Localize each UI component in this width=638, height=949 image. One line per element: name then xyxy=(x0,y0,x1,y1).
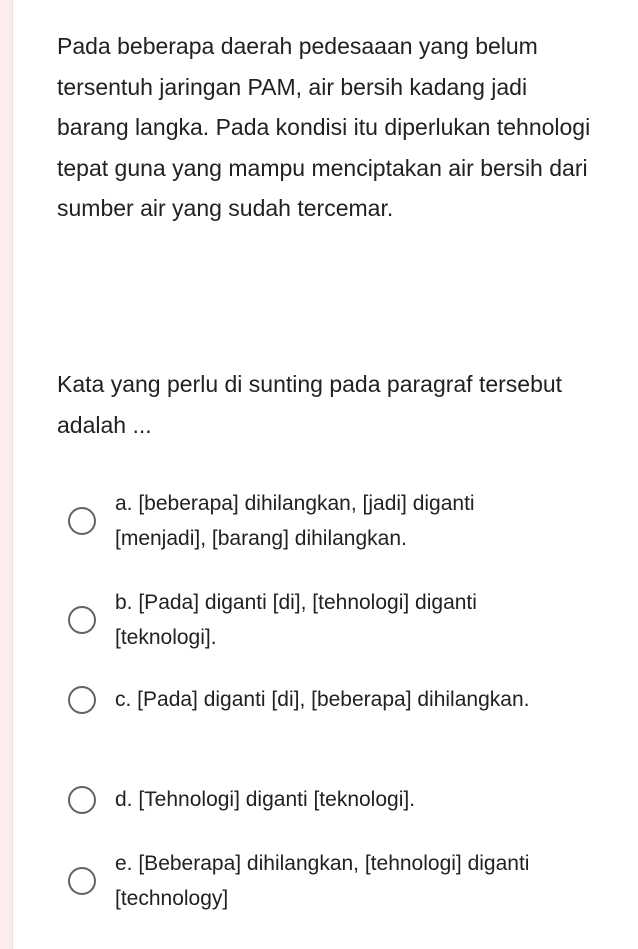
left-accent-stripe xyxy=(0,0,13,949)
option-d-label: d. [Tehnologi] diganti [teknologi]. xyxy=(115,788,416,811)
option-b[interactable] xyxy=(57,585,617,655)
question-card xyxy=(13,0,638,949)
radio-button-b[interactable] xyxy=(68,606,96,634)
option-e[interactable] xyxy=(57,846,617,916)
radio-button-d[interactable] xyxy=(68,786,96,814)
option-c[interactable] xyxy=(57,682,617,717)
question-paragraph: Pada beberapa daerah pedesaaan yang belum tersentuh jaringan PAM, air bersih kadang jadi barang langka. Pada kondisi itu diperlukan tehnologi tepat guna yang mampu menciptakan air bersih dari sumber air yang sudah tercemar. xyxy=(57,33,591,221)
option-a-label: a. [beberapa] dihilangkan, [jadi] diganti [menjadi], [barang] dihilangkan. xyxy=(115,492,475,550)
option-c-label: c. [Pada] diganti [di], [beberapa] dihilangkan. xyxy=(115,688,530,711)
option-b-label: b. [Pada] diganti [di], [tehnologi] diganti [teknologi]. xyxy=(115,591,477,649)
radio-button-a[interactable] xyxy=(68,507,96,535)
radio-button-c[interactable] xyxy=(68,686,96,714)
question-prompt: Kata yang perlu di sunting pada paragraf tersebut adalah ... xyxy=(57,371,563,438)
option-a[interactable] xyxy=(57,486,617,556)
radio-button-e[interactable] xyxy=(68,867,96,895)
option-d[interactable] xyxy=(57,782,617,817)
option-e-label: e. [Beberapa] dihilangkan, [tehnologi] diganti [technology] xyxy=(115,852,530,910)
